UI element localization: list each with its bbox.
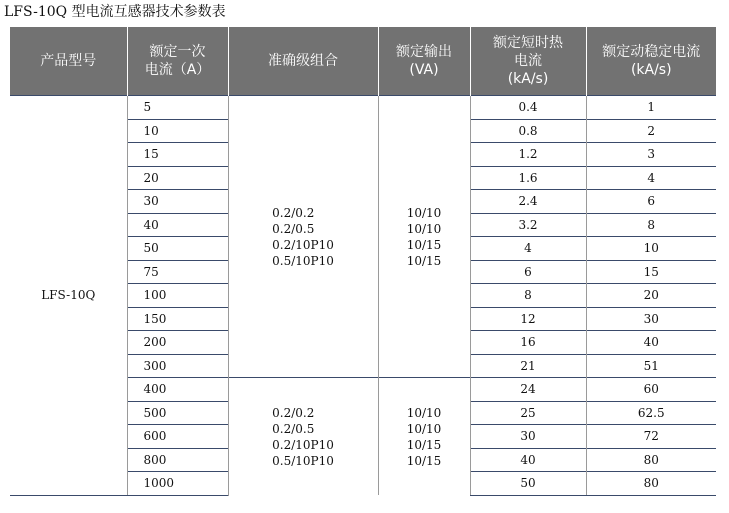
output-line: 10/15 — [406, 253, 442, 268]
accuracy-line: 0.2/0.5 — [272, 221, 315, 236]
thermal-cell: 1.6 — [470, 166, 586, 190]
header-row — [10, 27, 716, 96]
header-accuracy: 准确级组合 — [228, 27, 378, 96]
thermal-cell: 4 — [470, 237, 586, 261]
dynamic-cell: 51 — [586, 354, 716, 378]
current-cell: 300 — [127, 354, 228, 378]
dynamic-cell: 10 — [586, 237, 716, 261]
current-cell: 100 — [127, 284, 228, 308]
dynamic-cell: 2 — [586, 119, 716, 143]
header-current-line: 电流（A） — [144, 62, 211, 78]
output-line: 10/10 — [406, 221, 442, 236]
accuracy-cell — [228, 378, 378, 496]
current-cell: 50 — [127, 237, 228, 261]
thermal-cell: 0.4 — [470, 96, 586, 120]
header-thermal-line: 电流 — [514, 53, 542, 69]
accuracy-line: 0.5/10P10 — [272, 453, 334, 468]
dynamic-cell: 6 — [586, 190, 716, 214]
accuracy-line: 0.2/0.5 — [272, 421, 315, 436]
thermal-cell: 1.2 — [470, 143, 586, 167]
current-cell: 5 — [127, 96, 228, 120]
current-cell: 75 — [127, 260, 228, 284]
output-cell — [378, 378, 470, 496]
accuracy-line: 0.5/10P10 — [272, 253, 334, 268]
accuracy-list — [272, 205, 334, 269]
thermal-cell: 12 — [470, 307, 586, 331]
output-line: 10/15 — [406, 437, 442, 452]
dynamic-cell: 20 — [586, 284, 716, 308]
header-output-line: (VA) — [409, 62, 439, 78]
dynamic-cell: 30 — [586, 307, 716, 331]
thermal-cell: 24 — [470, 378, 586, 402]
thermal-cell: 16 — [470, 331, 586, 355]
dynamic-cell: 40 — [586, 331, 716, 355]
accuracy-line: 0.2/10P10 — [272, 237, 334, 252]
header-dynamic-line: 额定动稳定电流 — [602, 44, 701, 60]
output-line: 10/10 — [406, 405, 442, 420]
accuracy-list — [272, 405, 334, 469]
dynamic-cell: 72 — [586, 425, 716, 449]
dynamic-cell: 15 — [586, 260, 716, 284]
output-line: 10/10 — [406, 421, 442, 436]
table-row — [10, 96, 716, 120]
thermal-cell: 0.8 — [470, 119, 586, 143]
thermal-cell: 2.4 — [470, 190, 586, 214]
thermal-cell: 8 — [470, 284, 586, 308]
table-title: LFS-10Q 型电流互感器技术参数表 — [4, 4, 226, 20]
dynamic-cell: 1 — [586, 96, 716, 120]
current-cell: 30 — [127, 190, 228, 214]
thermal-cell: 3.2 — [470, 213, 586, 237]
table-body — [10, 96, 716, 496]
dynamic-cell: 4 — [586, 166, 716, 190]
accuracy-cell — [228, 96, 378, 378]
current-cell: 40 — [127, 213, 228, 237]
header-current-line: 额定一次 — [149, 44, 206, 60]
thermal-cell: 21 — [470, 354, 586, 378]
thermal-cell: 25 — [470, 401, 586, 425]
output-line: 10/15 — [406, 237, 442, 252]
thermal-cell: 30 — [470, 425, 586, 449]
header-thermal-line: 额定短时热 — [493, 35, 563, 51]
header-dynamic — [586, 27, 716, 96]
dynamic-cell: 3 — [586, 143, 716, 167]
header-output — [378, 27, 470, 96]
current-cell: 600 — [127, 425, 228, 449]
current-cell: 10 — [127, 119, 228, 143]
current-cell: 20 — [127, 166, 228, 190]
header-current — [127, 27, 228, 96]
parameter-table — [10, 27, 716, 496]
current-cell: 150 — [127, 307, 228, 331]
thermal-cell: 40 — [470, 448, 586, 472]
accuracy-line: 0.2/0.2 — [272, 205, 315, 220]
accuracy-line: 0.2/10P10 — [272, 437, 334, 452]
current-cell: 800 — [127, 448, 228, 472]
dynamic-cell: 8 — [586, 213, 716, 237]
thermal-cell: 50 — [470, 472, 586, 496]
current-cell: 1000 — [127, 472, 228, 496]
output-line: 10/10 — [406, 205, 442, 220]
current-cell: 15 — [127, 143, 228, 167]
header-output-line: 额定输出 — [396, 44, 452, 60]
current-cell: 500 — [127, 401, 228, 425]
dynamic-cell: 62.5 — [586, 401, 716, 425]
header-model: 产品型号 — [10, 27, 127, 96]
output-list — [407, 405, 442, 469]
output-cell — [378, 96, 470, 378]
dynamic-cell: 80 — [586, 472, 716, 496]
thermal-cell: 6 — [470, 260, 586, 284]
dynamic-cell: 60 — [586, 378, 716, 402]
output-list — [407, 205, 442, 269]
header-dynamic-line: (kA/s) — [630, 62, 672, 78]
model-cell: LFS-10Q — [10, 96, 127, 496]
header-thermal-line: (kA/s) — [507, 71, 549, 87]
output-line: 10/15 — [406, 453, 442, 468]
current-cell: 400 — [127, 378, 228, 402]
header-thermal — [470, 27, 586, 96]
current-cell: 200 — [127, 331, 228, 355]
accuracy-line: 0.2/0.2 — [272, 405, 315, 420]
dynamic-cell: 80 — [586, 448, 716, 472]
